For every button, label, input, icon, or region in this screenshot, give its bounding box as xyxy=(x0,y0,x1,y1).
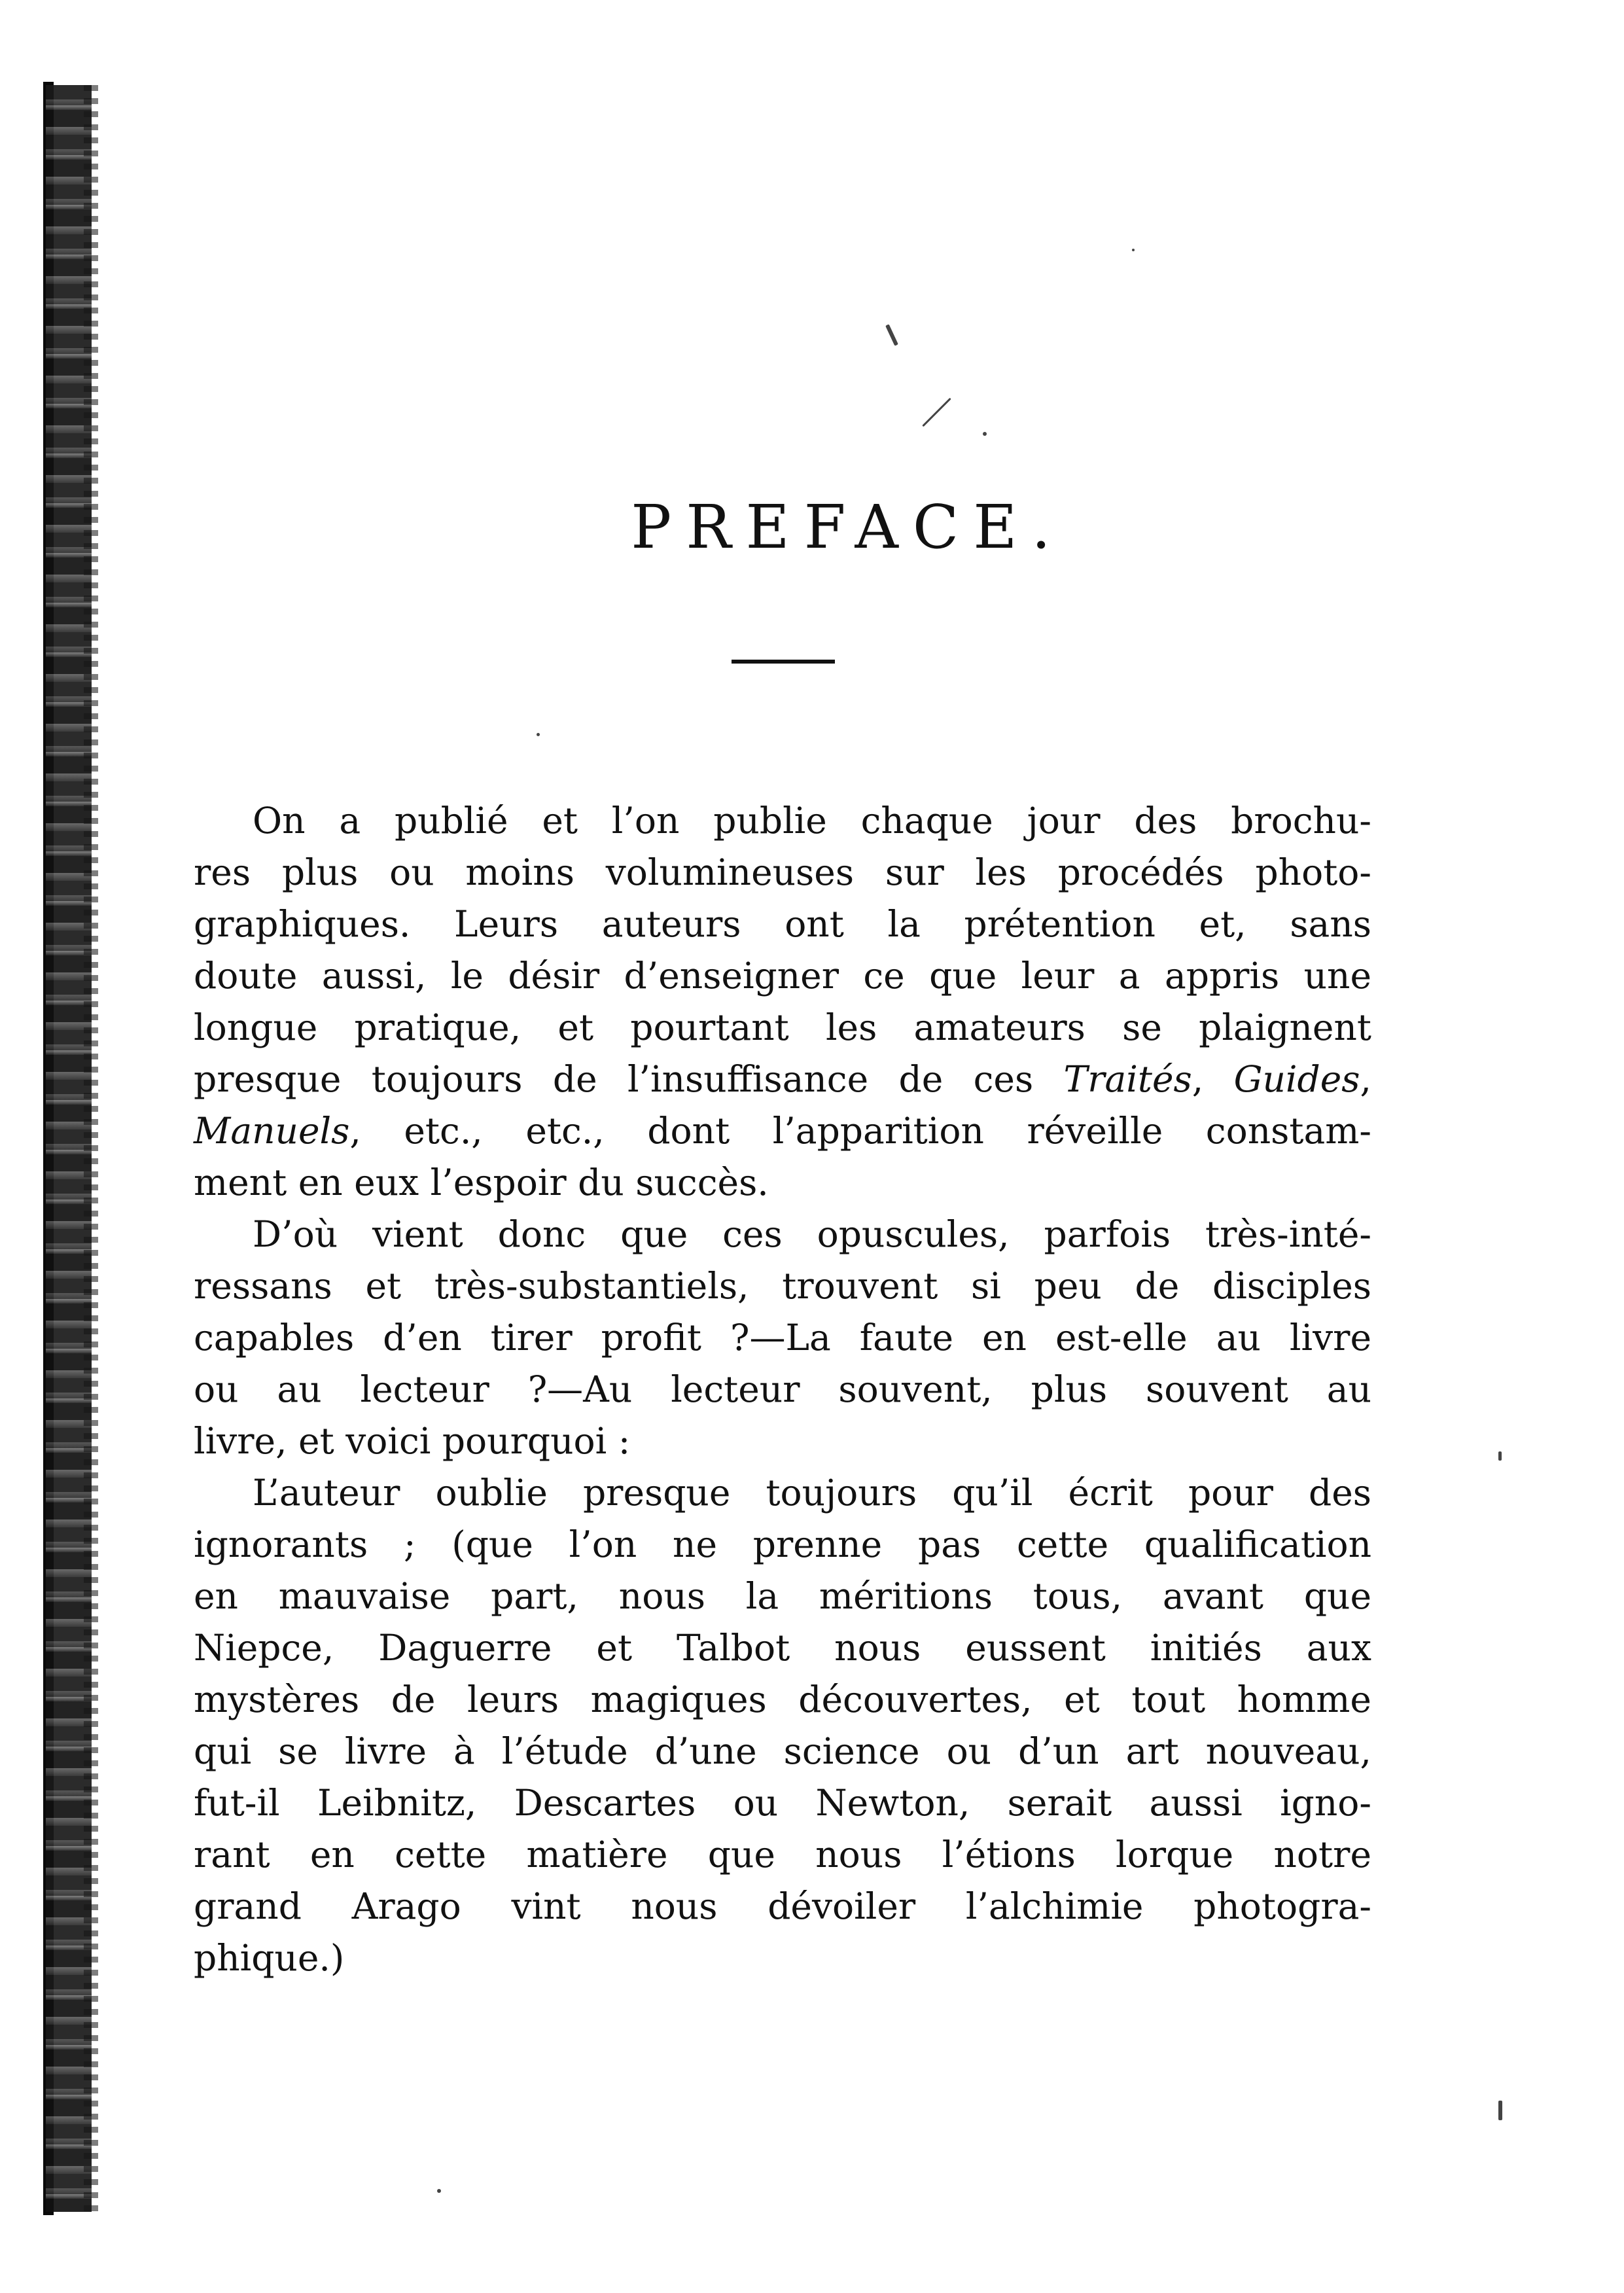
text-line: presque toujours de l’insuffisance de ces Traités, Guides, xyxy=(194,1058,1371,1100)
text-line: Niepce, Daguerre et Talbot nous eussent initiés aux xyxy=(194,1627,1371,1669)
text-line: grand Arago vint nous dévoiler l’alchimie photogra- xyxy=(194,1885,1371,1927)
text-line: qui se livre à l’étude d’une science ou d’un art nouveau, xyxy=(194,1730,1371,1772)
text-line: ignorants ; (que l’on ne prenne pas cette qualification xyxy=(194,1523,1371,1565)
scan-speck xyxy=(1498,1451,1502,1461)
text-line: fut-il Leibnitz, Descartes ou Newton, serait aussi igno- xyxy=(194,1782,1371,1824)
text-line: doute aussi, le désir d’enseigner ce que leur a appris une xyxy=(194,955,1371,997)
text-line: graphiques. Leurs auteurs ont la prétention et, sans xyxy=(194,903,1371,945)
scan-speck xyxy=(1132,249,1135,251)
body-text xyxy=(194,795,1371,1984)
page-title: PREFACE. xyxy=(631,491,1065,562)
scan-speck xyxy=(885,324,898,346)
text-line: D’où vient donc que ces opuscules, parfois très-inté- xyxy=(253,1213,1371,1255)
text-line: ou au lecteur ?—Au lecteur souvent, plus souvent au xyxy=(194,1368,1371,1410)
italic-title-guides: Guides xyxy=(1233,1058,1360,1100)
scan-speck xyxy=(922,398,951,427)
text-line: On a publié et l’on publie chaque jour des brochu- xyxy=(253,800,1371,842)
text-line: mystères de leurs magiques découvertes, et tout homme xyxy=(194,1679,1371,1720)
text-line: longue pratique, et pourtant les amateurs se plaignent xyxy=(194,1006,1371,1048)
italic-title-traites: Traités xyxy=(1063,1058,1192,1100)
binding-gutter-shadow xyxy=(46,85,92,2212)
text-line: en mauvaise part, nous la méritions tous, avant que xyxy=(194,1575,1371,1617)
scan-speck xyxy=(983,432,987,436)
text-line: capables d’en tirer profit ?—La faute en est-elle au livre xyxy=(194,1317,1371,1359)
text-line: rant en cette matière que nous l’étions lorque notre xyxy=(194,1834,1371,1875)
text-line: L’auteur oublie presque toujours qu’il écrit pour des xyxy=(253,1472,1371,1514)
text-line: res plus ou moins volumineuses sur les procédés photo- xyxy=(194,851,1371,893)
text-line: Manuels, etc., etc., dont l’apparition réveille constam- xyxy=(194,1110,1371,1152)
text-line: phique.) xyxy=(194,1937,345,1979)
scan-speck xyxy=(537,733,540,736)
text-line: ment en eux l’espoir du succès. xyxy=(194,1162,769,1203)
scan-speck xyxy=(437,2189,441,2193)
text-line: livre, et voici pourquoi : xyxy=(194,1420,631,1462)
title-rule xyxy=(732,660,835,664)
scan-speck xyxy=(1498,2101,1502,2120)
italic-title-manuels: Manuels xyxy=(194,1110,350,1152)
text-line: ressans et très-substantiels, trouvent si peu de disciples xyxy=(194,1265,1371,1307)
